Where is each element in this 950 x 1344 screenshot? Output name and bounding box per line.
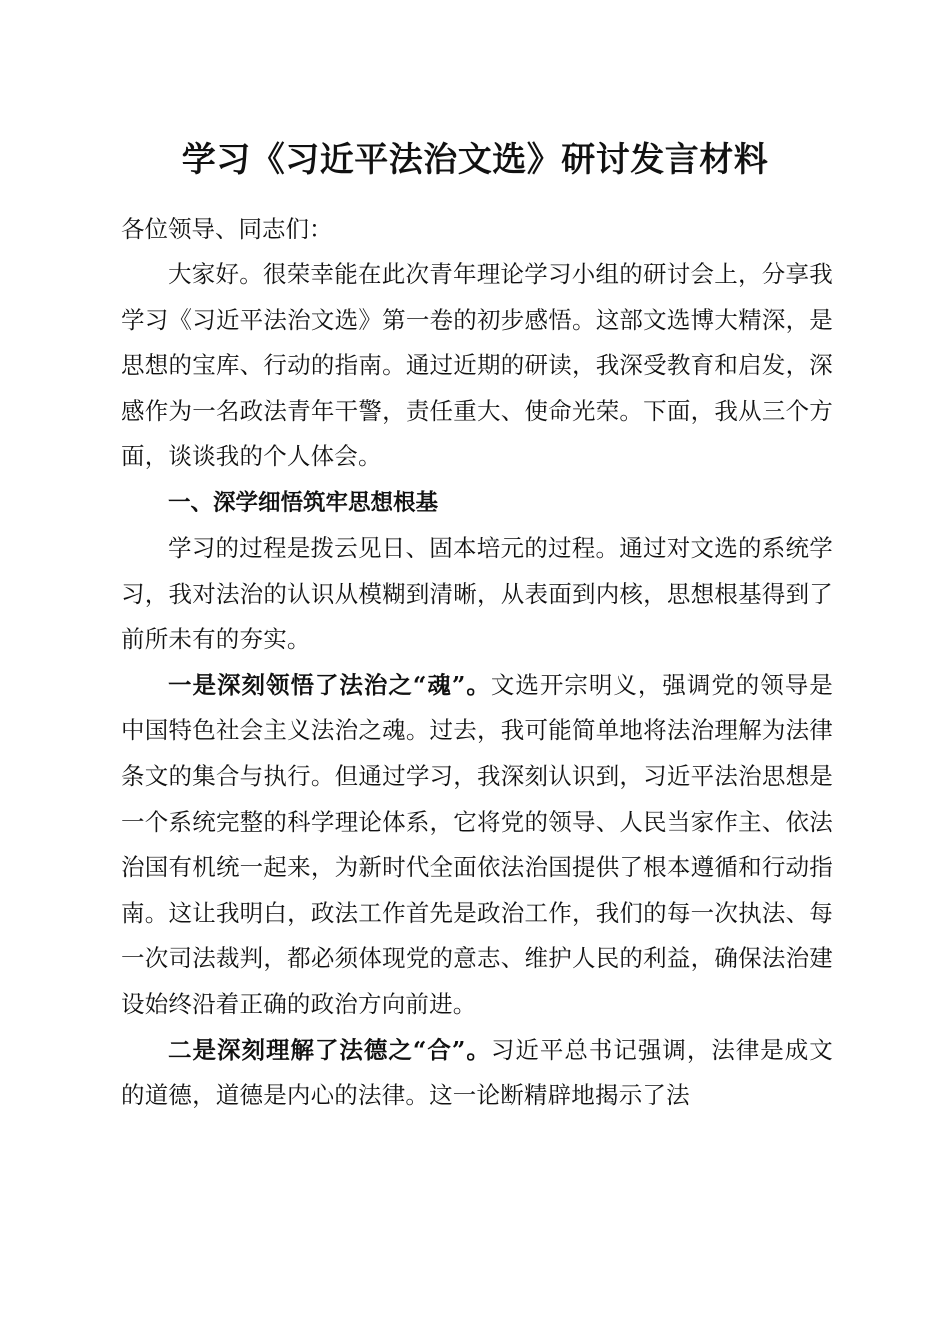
point-1-lead: 一是深刻领悟了法治之“魂”。 [168,670,491,699]
point-2-lead: 二是深刻理解了法德之“合”。 [168,1035,491,1064]
section-heading-1: 一、深学细悟筑牢思想根基 [168,489,439,516]
point-2-paragraph [121,1028,833,1119]
point-1-paragraph [121,663,833,1028]
point-1-text: 文选开宗明义，强调党的领导是中国特色社会主义法治之魂。过去，我可能简单地将法治理解为法律条文的集合与执行。但通过学习，我深刻认识到，习近平法治思想是一个系统完整的科学理论体系，它将党的领导、人民当家作主、依法治国有机统一起来，为新时代全面依法治国提供了根本遵循和行动指南。这让我明白，政法工作首先是政治工作，我们的每一次执法、每一次司法裁判，都必须体现党的意志、维护人民的利益，确保法治建设始终沿着正确的政治方向前进。 [121,670,833,1018]
point-2-text: 习近平总书记强调，法律是成文的道德，道德是内心的法律。这一论断精辟地揭示了法 [121,1035,833,1110]
document-body [121,206,833,1119]
section-1-paragraph: 学习的过程是拨云见日、固本培元的过程。通过对文选的系统学习，我对法治的认识从模糊到清晰，从表面到内核，思想根基得到了前所未有的夯实。 [121,533,833,654]
document-title: 学习《习近平法治文选》研讨发言材料 [181,140,769,180]
salutation: 各位领导、同志们： [121,215,333,243]
intro-paragraph: 大家好。很荣幸能在此次青年理论学习小组的研讨会上，分享我学习《习近平法治文选》第一卷的初步感悟。这部文选博大精深，是思想的宝库、行动的指南。通过近期的研读，我深受教育和启发，深感作为一名政法青年干警，责任重大、使命光荣。下面，我从三个方面，谈谈我的个人体会。 [121,260,833,471]
